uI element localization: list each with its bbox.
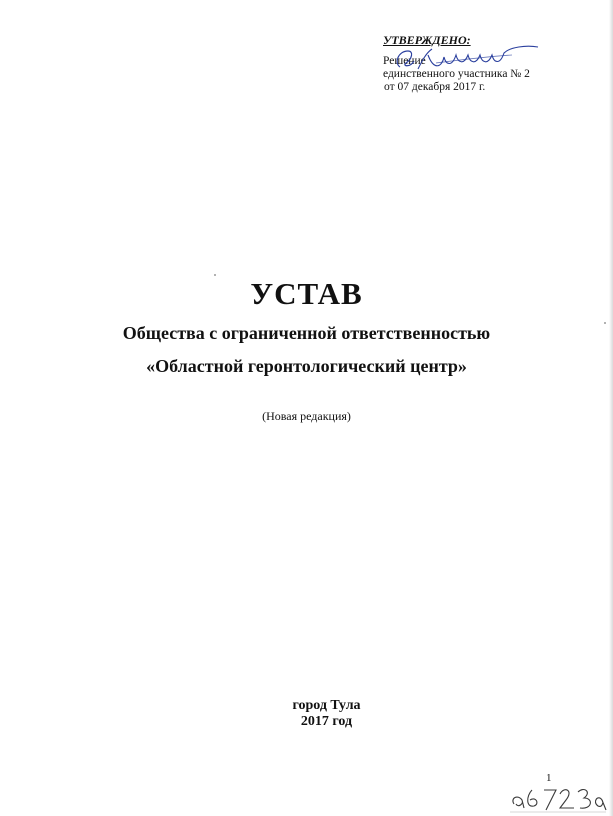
page-number: 1 bbox=[546, 772, 552, 784]
approval-participant-line: единственного участника № 2 bbox=[383, 68, 530, 80]
approval-title: УТВЕРЖДЕНО: bbox=[383, 33, 471, 47]
approval-date-line: от 07 декабря 2017 г. bbox=[384, 81, 486, 93]
approval-decision-label: Решение bbox=[383, 55, 426, 67]
signature-image bbox=[392, 41, 542, 77]
city-label: город Тула bbox=[292, 698, 361, 713]
document-subtitle-line-1: Общества с ограниченной ответственностью bbox=[122, 323, 491, 343]
year-label: 2017 год bbox=[300, 714, 353, 729]
document-title: УСТАВ bbox=[250, 276, 363, 311]
page-edge-shadow bbox=[609, 0, 613, 816]
document-subtitle-line-2: «Областной геронтологический центр» bbox=[146, 356, 467, 376]
scan-speck bbox=[604, 322, 606, 324]
edition-note: (Новая редакция) bbox=[262, 409, 351, 423]
handwritten-code-image bbox=[508, 778, 608, 814]
scan-speck bbox=[214, 274, 216, 276]
